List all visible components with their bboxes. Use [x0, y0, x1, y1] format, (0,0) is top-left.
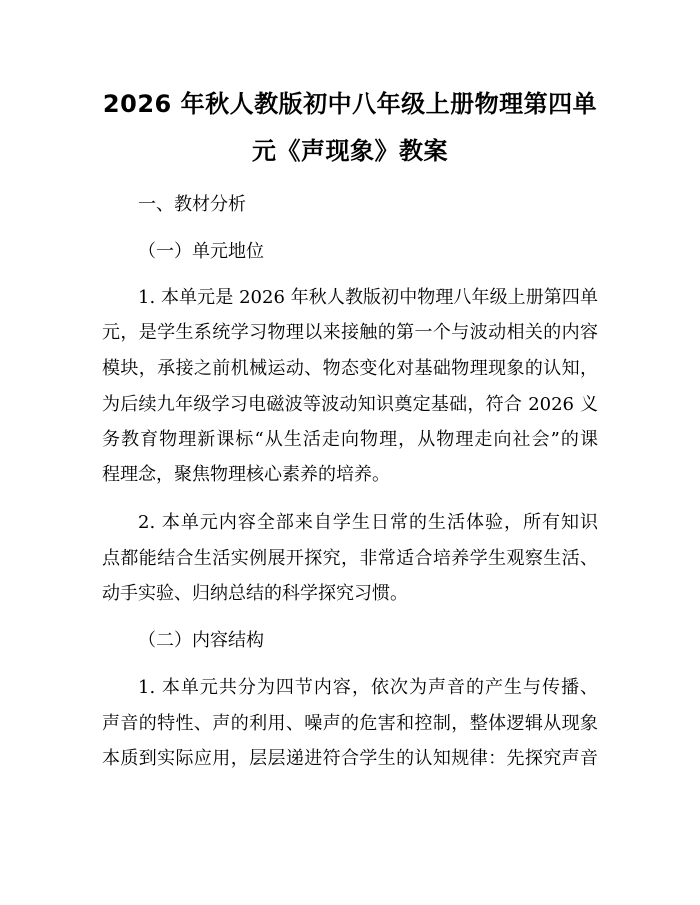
- section-heading-teaching-material-analysis: 一、教材分析: [138, 194, 246, 215]
- paragraph-1-line-4: 为后续九年级学习电磁波等波动知识奠定基础，符合 2026 义: [102, 394, 598, 415]
- paragraph-2-line-3: 动手实验、归纳总结的科学探究习惯。: [102, 583, 408, 604]
- document-title-line-2: 元《声现象》教案: [252, 137, 448, 165]
- paragraph-3-line-2: 声音的特性、声的利用、噪声的危害和控制，整体逻辑从现象: [102, 713, 598, 734]
- paragraph-1-line-1: 1. 本单元是 2026 年秋人教版初中物理八年级上册第四单: [138, 287, 598, 308]
- paragraph-3-line-1: 1. 本单元共分为四节内容，依次为声音的产生与传播、: [138, 677, 598, 698]
- paragraph-1-line-3: 模块，承接之前机械运动、物态变化对基础物理现象的认知，: [102, 358, 598, 379]
- paragraph-1-line-2: 元，是学生系统学习物理以来接触的第一个与波动相关的内容: [102, 322, 598, 343]
- paragraph-1-line-6: 程理念，聚焦物理核心素养的培养。: [102, 464, 390, 485]
- paragraph-2-line-2: 点都能结合生活实例展开探究，非常适合培养学生观察生活、: [102, 548, 598, 569]
- subsection-heading-content-structure: （二）内容结构: [138, 630, 264, 651]
- subsection-heading-unit-position: （一）单元地位: [138, 241, 264, 262]
- paragraph-1-line-5: 务教育物理新课标“从生活走向物理，从物理走向社会”的课: [102, 429, 598, 450]
- document-title-line-1: 2026 年秋人教版初中八年级上册物理第四单: [102, 90, 598, 118]
- paragraph-3-line-3: 本质到实际应用，层层递进符合学生的认知规律：先探究声音: [102, 748, 598, 769]
- paragraph-2-line-1: 2. 本单元内容全部来自学生日常的生活体验，所有知识: [138, 512, 598, 533]
